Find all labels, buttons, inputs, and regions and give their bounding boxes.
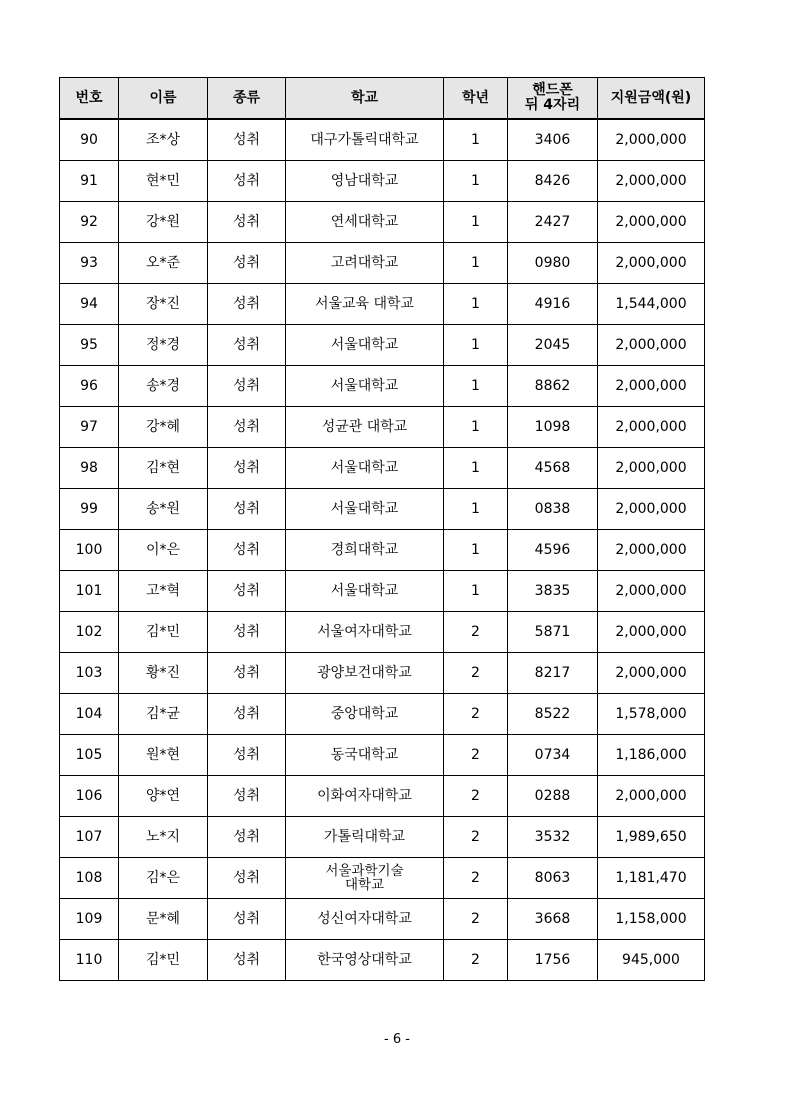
cell-type: 성취 [208,776,286,817]
cell-amount: 2,000,000 [598,366,705,407]
cell-phone: 5871 [508,612,598,653]
cell-no: 98 [60,448,119,489]
cell-no: 96 [60,366,119,407]
header-name: 이름 [119,78,208,120]
header-phone-line1: 핸드폰 [532,82,573,98]
cell-type: 성취 [208,119,286,161]
table-row [60,119,705,161]
cell-school: 서울과학기술 대학교 [286,858,444,899]
cell-amount: 2,000,000 [598,489,705,530]
cell-school: 서울여자대학교 [286,612,444,653]
cell-phone: 0288 [508,776,598,817]
table-row [60,161,705,202]
cell-school: 동국대학교 [286,735,444,776]
cell-amount: 2,000,000 [598,119,705,161]
cell-school: 서울대학교 [286,489,444,530]
cell-name: 김*민 [119,940,208,981]
cell-amount: 2,000,000 [598,407,705,448]
header-amount: 지원금액(원) [598,78,705,120]
cell-phone: 8217 [508,653,598,694]
cell-grade: 1 [444,407,508,448]
cell-name: 김*은 [119,858,208,899]
cell-school: 가톨릭대학교 [286,817,444,858]
cell-school: 서울대학교 [286,571,444,612]
cell-amount: 2,000,000 [598,202,705,243]
header-grade: 학년 [444,78,508,120]
header-phone [508,78,598,120]
cell-type: 성취 [208,694,286,735]
cell-phone: 2427 [508,202,598,243]
cell-name: 노*지 [119,817,208,858]
cell-grade: 2 [444,940,508,981]
cell-type: 성취 [208,448,286,489]
cell-grade: 1 [444,489,508,530]
table-body [60,119,705,981]
cell-phone: 3532 [508,817,598,858]
cell-name: 정*경 [119,325,208,366]
cell-grade: 2 [444,653,508,694]
cell-amount: 1,158,000 [598,899,705,940]
cell-type: 성취 [208,940,286,981]
cell-school: 대구가톨릭대학교 [286,119,444,161]
cell-phone: 4568 [508,448,598,489]
cell-no: 107 [60,817,119,858]
cell-amount: 1,181,470 [598,858,705,899]
cell-amount: 2,000,000 [598,325,705,366]
cell-type: 성취 [208,858,286,899]
cell-phone: 1098 [508,407,598,448]
cell-phone: 2045 [508,325,598,366]
cell-name: 원*현 [119,735,208,776]
cell-phone: 0838 [508,489,598,530]
table-row [60,776,705,817]
cell-school: 서울대학교 [286,448,444,489]
table-row [60,858,705,899]
cell-name: 김*현 [119,448,208,489]
cell-grade: 2 [444,858,508,899]
cell-amount: 2,000,000 [598,161,705,202]
cell-name: 김*민 [119,612,208,653]
table-row [60,694,705,735]
cell-school: 한국영상대학교 [286,940,444,981]
cell-amount: 2,000,000 [598,612,705,653]
cell-phone: 3668 [508,899,598,940]
cell-grade: 1 [444,325,508,366]
cell-name: 강*혜 [119,407,208,448]
cell-no: 109 [60,899,119,940]
cell-name: 양*연 [119,776,208,817]
cell-grade: 2 [444,694,508,735]
cell-name: 이*은 [119,530,208,571]
cell-school: 영남대학교 [286,161,444,202]
cell-phone: 3835 [508,571,598,612]
cell-phone: 0734 [508,735,598,776]
cell-name: 장*진 [119,284,208,325]
cell-school: 고려대학교 [286,243,444,284]
cell-school: 경희대학교 [286,530,444,571]
table-row [60,530,705,571]
cell-type: 성취 [208,202,286,243]
cell-no: 103 [60,653,119,694]
cell-school: 성균관 대학교 [286,407,444,448]
table-row [60,448,705,489]
cell-grade: 2 [444,899,508,940]
table-row [60,202,705,243]
cell-grade: 1 [444,530,508,571]
cell-grade: 2 [444,776,508,817]
cell-type: 성취 [208,653,286,694]
cell-no: 90 [60,119,119,161]
table-row [60,653,705,694]
table-row [60,489,705,530]
cell-school: 광양보건대학교 [286,653,444,694]
cell-grade: 2 [444,612,508,653]
cell-school: 이화여자대학교 [286,776,444,817]
cell-grade: 2 [444,735,508,776]
cell-name: 황*진 [119,653,208,694]
table-row [60,325,705,366]
cell-phone: 0980 [508,243,598,284]
table-row [60,571,705,612]
cell-amount: 1,544,000 [598,284,705,325]
cell-school: 연세대학교 [286,202,444,243]
cell-amount: 2,000,000 [598,530,705,571]
cell-type: 성취 [208,325,286,366]
table-row [60,366,705,407]
table-row [60,612,705,653]
cell-no: 106 [60,776,119,817]
cell-grade: 1 [444,161,508,202]
cell-name: 강*원 [119,202,208,243]
cell-amount: 1,578,000 [598,694,705,735]
cell-school: 성신여자대학교 [286,899,444,940]
cell-amount: 2,000,000 [598,776,705,817]
cell-type: 성취 [208,161,286,202]
cell-no: 105 [60,735,119,776]
cell-type: 성취 [208,284,286,325]
cell-phone: 4596 [508,530,598,571]
cell-name: 송*경 [119,366,208,407]
cell-name: 고*혁 [119,571,208,612]
cell-no: 92 [60,202,119,243]
cell-phone: 8063 [508,858,598,899]
cell-grade: 1 [444,571,508,612]
cell-no: 97 [60,407,119,448]
cell-name: 문*혜 [119,899,208,940]
cell-name: 송*원 [119,489,208,530]
cell-amount: 1,186,000 [598,735,705,776]
cell-type: 성취 [208,735,286,776]
cell-no: 108 [60,858,119,899]
scholarship-table [59,77,705,981]
table-row [60,284,705,325]
cell-amount: 2,000,000 [598,448,705,489]
cell-type: 성취 [208,243,286,284]
table-row [60,735,705,776]
cell-no: 101 [60,571,119,612]
table-row [60,243,705,284]
table-header-row [60,78,705,120]
cell-amount: 945,000 [598,940,705,981]
table-row [60,407,705,448]
cell-phone: 4916 [508,284,598,325]
cell-no: 95 [60,325,119,366]
cell-type: 성취 [208,899,286,940]
cell-no: 100 [60,530,119,571]
table-row [60,817,705,858]
header-type: 종류 [208,78,286,120]
cell-no: 93 [60,243,119,284]
header-school: 학교 [286,78,444,120]
cell-amount: 2,000,000 [598,571,705,612]
cell-no: 99 [60,489,119,530]
page-number: - 6 - [384,1032,410,1047]
header-phone-line2: 뒤 4자리 [524,97,581,113]
cell-grade: 2 [444,817,508,858]
cell-grade: 1 [444,284,508,325]
cell-type: 성취 [208,489,286,530]
cell-type: 성취 [208,530,286,571]
cell-type: 성취 [208,366,286,407]
cell-phone: 1756 [508,940,598,981]
cell-no: 102 [60,612,119,653]
cell-no: 104 [60,694,119,735]
cell-grade: 1 [444,202,508,243]
cell-grade: 1 [444,119,508,161]
cell-phone: 8522 [508,694,598,735]
cell-no: 110 [60,940,119,981]
cell-phone: 8862 [508,366,598,407]
cell-name: 조*상 [119,119,208,161]
cell-no: 91 [60,161,119,202]
cell-phone: 8426 [508,161,598,202]
cell-school: 서울대학교 [286,325,444,366]
cell-name: 현*민 [119,161,208,202]
cell-amount: 2,000,000 [598,653,705,694]
cell-name: 오*준 [119,243,208,284]
cell-type: 성취 [208,571,286,612]
header-no: 번호 [60,78,119,120]
cell-no: 94 [60,284,119,325]
cell-amount: 1,989,650 [598,817,705,858]
cell-type: 성취 [208,817,286,858]
cell-grade: 1 [444,366,508,407]
table-row [60,940,705,981]
cell-name: 김*균 [119,694,208,735]
cell-grade: 1 [444,448,508,489]
cell-type: 성취 [208,612,286,653]
cell-amount: 2,000,000 [598,243,705,284]
cell-phone: 3406 [508,119,598,161]
cell-school: 서울대학교 [286,366,444,407]
cell-type: 성취 [208,407,286,448]
cell-school: 서울교육 대학교 [286,284,444,325]
table-row [60,899,705,940]
cell-school: 중앙대학교 [286,694,444,735]
cell-grade: 1 [444,243,508,284]
